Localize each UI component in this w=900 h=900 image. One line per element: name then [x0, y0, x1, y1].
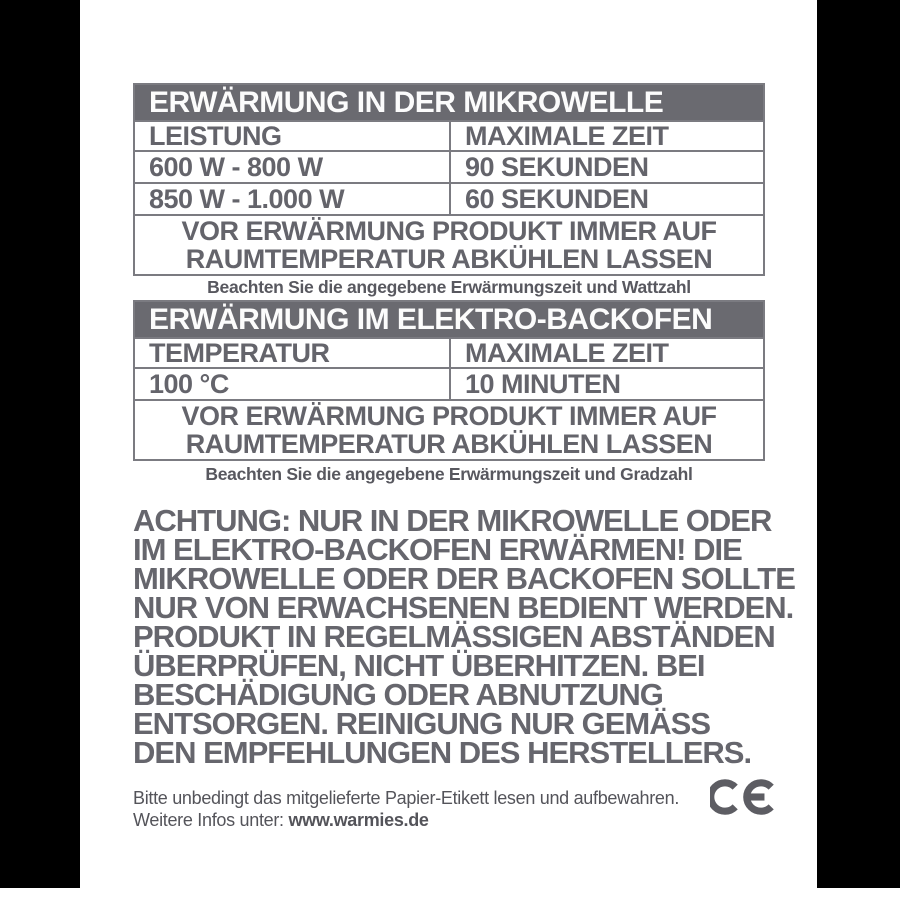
table-row	[135, 367, 763, 399]
cooldown-note	[135, 214, 763, 274]
microwave-table-title: ERWÄRMUNG IN DER MIKROWELLE	[135, 85, 763, 120]
oven-table-column-headers	[135, 337, 763, 367]
col-header-maximale-zeit: MAXIMALE ZEIT	[465, 120, 669, 151]
cooldown-note	[135, 399, 763, 459]
left-black-bar	[0, 0, 80, 888]
col-header-leistung: LEISTUNG	[135, 122, 451, 150]
footer-info-line	[133, 809, 679, 831]
website-url: www.warmies.de	[288, 810, 429, 830]
warning-line: ÜBERPRÜFEN, NICHT ÜBERHITZEN. BEI	[133, 648, 705, 683]
footer-info-prefix: Weitere Infos unter:	[133, 810, 289, 830]
microwave-table-caption: Beachten Sie die angegebene Erwärmungszeit und Wattzahl	[207, 277, 691, 297]
warning-line: ENTSORGEN. REINIGUNG NUR GEMÄSS	[133, 706, 710, 741]
cooldown-note-line: VOR ERWÄRMUNG PRODUKT IMMER AUF	[181, 216, 717, 246]
max-time-cell: 60 SEKUNDEN	[465, 183, 649, 214]
warning-line: MIKROWELLE ODER DER BACKOFEN SOLLTE	[133, 561, 795, 596]
oven-heating-table	[133, 300, 765, 461]
warning-line: BESCHÄDIGUNG ODER ABNUTZUNG	[133, 677, 663, 712]
warning-line: NUR VON ERWACHSENEN BEDIENT WERDEN.	[133, 590, 794, 625]
col-header-temperatur: TEMPERATUR	[135, 339, 451, 367]
oven-table-caption: Beachten Sie die angegebene Erwärmungszeit und Gradzahl	[205, 464, 693, 484]
ce-mark-icon	[710, 777, 782, 817]
table-row	[135, 182, 763, 214]
warning-line: DEN EMPFEHLUNGEN DES HERSTELLERS.	[133, 735, 752, 770]
max-time-cell: 90 SEKUNDEN	[465, 151, 649, 182]
cooldown-note-line: RAUMTEMPERATUR ABKÜHLEN LASSEN	[185, 429, 713, 459]
max-time-cell: 10 MINUTEN	[465, 368, 621, 399]
footer-note	[133, 787, 679, 831]
oven-table-title: ERWÄRMUNG IM ELEKTRO-BACKOFEN	[135, 302, 763, 337]
power-range-cell: 600 W - 800 W	[135, 152, 451, 182]
warning-line: PRODUKT IN REGELMÄSSIGEN ABSTÄNDEN	[133, 619, 775, 654]
temperature-cell: 100 °C	[135, 369, 451, 399]
warning-line: ACHTUNG: NUR IN DER MIKROWELLE ODER	[133, 503, 772, 538]
footer-paper-label-note: Bitte unbedingt das mitgelieferte Papier-Etikett lesen und aufbewahren.	[133, 788, 680, 808]
table-row	[135, 150, 763, 182]
cooldown-note-line: RAUMTEMPERATUR ABKÜHLEN LASSEN	[185, 244, 713, 274]
cooldown-note-line: VOR ERWÄRMUNG PRODUKT IMMER AUF	[181, 401, 717, 431]
microwave-heating-table	[133, 83, 765, 276]
microwave-table-column-headers	[135, 120, 763, 150]
col-header-maximale-zeit: MAXIMALE ZEIT	[465, 337, 669, 368]
power-range-cell: 850 W - 1.000 W	[135, 184, 451, 214]
warning-line: IM ELEKTRO-BACKOFEN ERWÄRMEN! DIE	[133, 532, 742, 567]
right-black-bar	[817, 0, 900, 888]
warning-paragraph	[133, 503, 795, 770]
